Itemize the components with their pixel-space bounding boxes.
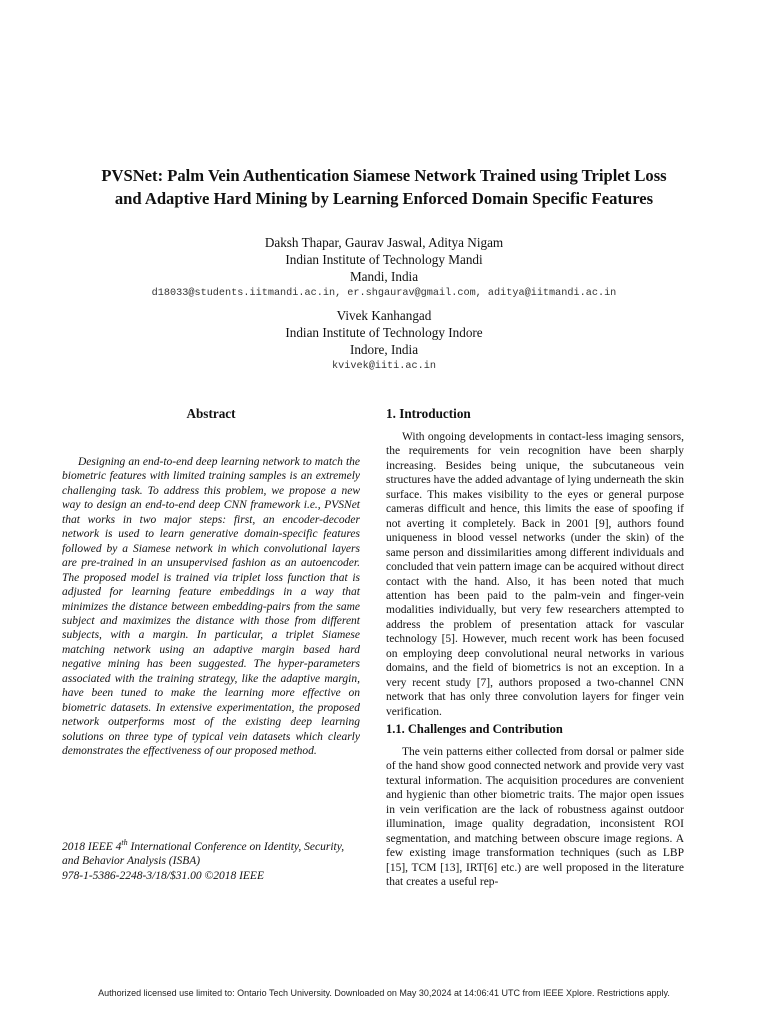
conference-name: 2018 IEEE 4th International Conference on Identity, Security, and Behavior Analysis (ISBA) — [62, 838, 345, 868]
title-line-2: and Adaptive Hard Mining by Learning Enforced Domain Specific Features — [114, 189, 654, 208]
license-notice: Authorized licensed use limited to: Ontario Tech University. Downloaded on May 30,2024 at 14:06:41 UTC from IEEE Xplore. Restrictions apply. — [98, 988, 670, 998]
conference-isbn: 978-1-5386-2248-3/18/$31.00 ©2018 IEEE — [62, 869, 264, 882]
author-block-2 — [40, 307, 728, 375]
abstract-body — [62, 455, 360, 759]
author-location-1: Mandi, India — [349, 269, 419, 284]
author-names-1: Daksh Thapar, Gaurav Jaswal, Aditya Nigam — [264, 235, 504, 250]
challenges-text: The vein patterns either collected from dorsal or palmer side of the hand show good connected network and provide very vast textural information. The acquisition procedures are convenient and hygienic than other biometric traits. The major open issues in vein verification are the lack of robustness against outdoor illumination, image quality degradation, inconsistent ROI segmentation, and matching between obscure image regions. A few existing image transformation techniques (such as LBP [15], TCM [13], IRT[6] etc.) are well proposed in the literature that creates a useful rep- — [386, 746, 684, 889]
author-emails-2: kvivek@iiti.ac.in — [332, 361, 436, 372]
author-affiliation-1: Indian Institute of Technology Mandi — [285, 252, 483, 267]
conference-footnote — [62, 840, 360, 883]
challenges-body — [386, 745, 684, 890]
paper-title — [40, 164, 728, 210]
abstract-text: Designing an end-to-end deep learning network to match the biometric features with limited training samples is an extremely challenging task. To address this problem, we propose a new way to design an end-to-end deep CNN framework i.e., PVSNet that works in two major steps: first, an encoder-decoder network is used to learn generative domain-specific features followed by a Siamese network in which convolutional layers are pre-trained in an unsupervised fashion as an autoencoder. The proposed model is trained via triplet loss function that is adjusted for learning feature embeddings in a way that minimizes the distance between embedding-pairs from the same subject and maximizes the distance with those from different subjects, with a margin. In particular, a triplet Siamese matching network using an adaptive margin based hard negative mining has been suggested. The hyper-parameters associated with the training strategy, like the adaptive margin, have been tuned to make the learning more effective on biometric datasets. In extensive experimentation, the proposed network outperforms most of the existing deep learning solutions on three type of typical vein datasets which clearly demonstrates the effectiveness of our proposed method. — [62, 456, 360, 758]
author-location-2: Indore, India — [349, 342, 419, 357]
author-names-2: Vivek Kanhangad — [336, 308, 432, 323]
introduction-heading: 1. Introduction — [386, 406, 471, 421]
author-block-1 — [40, 234, 728, 302]
introduction-body — [386, 430, 684, 719]
title-line-1: PVSNet: Palm Vein Authentication Siamese Network Trained using Triplet Loss — [101, 166, 667, 185]
challenges-heading: 1.1. Challenges and Contribution — [386, 722, 563, 736]
author-emails-1: d18033@students.iitmandi.ac.in, er.shgaurav@gmail.com, aditya@iitmandi.ac.in — [151, 288, 617, 299]
author-affiliation-2: Indian Institute of Technology Indore — [285, 325, 483, 340]
abstract-heading: Abstract — [186, 406, 236, 421]
introduction-text: With ongoing developments in contact-less imaging sensors, the requirements for vein recognition have been sharply increasing. Besides being unique, the subcutaneous vein structures have the added advantage of lying underneath the skin surface. This makes visibility to the eyes or general purpose cameras difficult and hence, this limits the ease of spoofing if not averting it completely. Back in 2001 [9], authors found uniqueness in blood vessel networks (under the skin) of the same person and dissimilarities among different individuals and concluded that vein pattern image can be acquired without direct contact with the hand. Also, it has been noted that much attention has been paid to the palm-vein and finger-vein modalities individually, but very few researchers attempted to address the problem of presentation attack for vascular technology [5]. However, much recent work has been focused on employing deep convolutional neural networks in various domains, and the field of biometrics is not an exception. In a very recent study [7], authors proposed a two-channel CNN network that has only three convolution layers for finger vein verification. — [386, 431, 684, 718]
